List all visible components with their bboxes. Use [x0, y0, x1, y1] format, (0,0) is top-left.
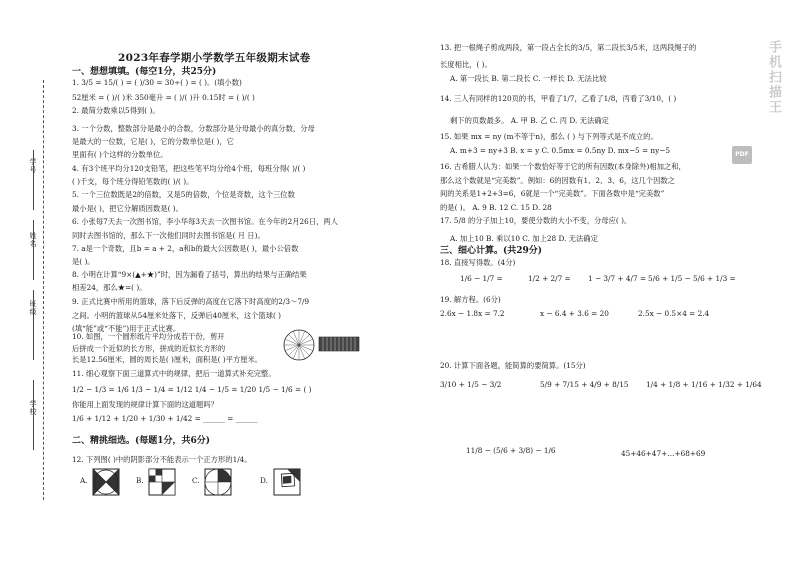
left-question-line: 1/2 − 1/3 = 1/6 1/3 − 1/4 = 1/12 1/4 − 1/5 = 1/20 1/5 − 1/6 = ( )	[72, 385, 312, 394]
binding-label-name: 姓名	[29, 232, 37, 248]
calc-20-item: 5/9 + 7/15 + 4/9 + 8/15	[540, 380, 629, 389]
left-question-line: 是最大的一位数，它是( )，它的分数单位是( )，它	[72, 137, 234, 146]
left-question-line: 长是12.56厘米，圆的周长是( )厘米，面积是( )平方厘米。	[72, 355, 263, 364]
right-question-line: A. m+3 = ny+3 B. x = y C. 0.5mx = 0.5ny D. mx−5 = ny−5	[450, 146, 670, 155]
left-question-line: (填“能”或“不能”)用于正式比赛。	[72, 324, 181, 333]
calc-20-item: 11/8 − (5/6 + 3/8) − 1/6	[466, 446, 556, 455]
right-question-line: 16. 古希腊人认为：如果一个数恰好等于它的所有因数(本身除外)相加之和，	[440, 162, 686, 171]
right-question-line: 那么这个数就是“完美数”。例如：6的因数有1、2、3、6，这几个因数之	[440, 176, 675, 185]
calc-20-item: 1/4 + 1/8 + 1/16 + 1/32 + 1/64	[646, 380, 762, 389]
binding-blank-line	[33, 380, 34, 450]
right-question-line: 17. 5/8 的分子加上10，要使分数的大小不变，分母应( )。	[440, 216, 632, 225]
watermark-text: 手机扫描王	[766, 40, 781, 115]
section-heading-fill: 一、想想填填。(每空1分，共25分)	[72, 67, 217, 77]
calc-18-item: 5/6 + 1/5 − 5/6 + 1/3 =	[648, 274, 736, 283]
question-18-heading: 18. 直接写得数。(4分)	[440, 258, 516, 267]
rectangle-strips-figure	[318, 333, 360, 355]
binding-dashed-line	[43, 80, 44, 500]
left-question-line: 同时去图书馆的，那么下一次他们同时去图书馆是( 月 日)。	[72, 231, 265, 240]
left-question-line: 5. 一个三位数既是2的倍数，又是5的倍数，个位是奇数，这个三位数	[72, 190, 295, 199]
left-question-line: ( )千支，每个班分得铅笔数的( )/( )。	[72, 177, 194, 186]
left-question-line: 后拼成一个近似的长方形，拼成的近似长方形的	[72, 344, 226, 353]
right-question-line: 间的关系是1+2+3=6，6就是一个“完美数”。下面各数中是“完美数”	[440, 189, 665, 198]
left-question-line: 6. 小张每7天去一次图书馆，李小华每3天去一次图书馆。在今年的2月26日，两人	[72, 217, 338, 226]
option-c-label: C.	[192, 476, 200, 485]
section-heading-calc: 三、细心计算。(共29分)	[440, 246, 543, 256]
left-question-line: 4. 有3个班平均分120支铅笔，把这些笔平均分给4个班，每班分得( )/( )	[72, 164, 306, 173]
option-a-label: A.	[80, 476, 88, 485]
option-d-label: D.	[260, 476, 268, 485]
pdf-badge-icon: PDF	[732, 146, 752, 164]
right-question-line: 长度相比，( )。	[440, 60, 492, 69]
left-question-line: 之间。小明的篮球从54厘米处落下，反弹后40厘米，这个篮球( )	[72, 311, 282, 320]
calc-18-item: 1/2 + 2/7 =	[528, 274, 571, 283]
option-c-figure	[204, 468, 232, 496]
right-question-line: 15. 如果 mx = ny (m不等于n)，那么 ( ) 与下列等式是不成立的。	[440, 132, 658, 141]
left-question-line: 最小是( )，把它分解质因数是( )。	[72, 204, 183, 213]
left-question-line: 10. 如图，一个圆形纸片平均分成若干份，剪开	[72, 332, 225, 341]
left-question-line: 是( )。	[72, 257, 95, 266]
calc-19-item: 2.5x − 0.5×4 = 2.4	[638, 309, 710, 318]
question-12-stem: 12. 下列图( )中的阴影部分不能表示一个正方形的1/4。	[72, 455, 252, 464]
left-question-line: 里面有( )个这样的分数单位。	[72, 150, 168, 159]
right-question-line: A. 第一段长 B. 第二段长 C. 一样长 D. 无法比较	[450, 74, 607, 83]
question-19-heading: 19. 解方程。(6分)	[440, 295, 501, 304]
option-a-figure	[92, 468, 120, 496]
binding-label-student-id: 学号	[29, 158, 37, 174]
left-question-line: 你能用上面发现的规律计算下面的这道题吗？	[72, 400, 218, 409]
binding-blank-line	[33, 290, 34, 360]
left-question-line: 2. 最简分数乘以5得到( )。	[72, 106, 160, 115]
binding-blank-line	[33, 150, 34, 210]
right-question-line: 的是( )。 A. 9 B. 12 C. 15 D. 28	[440, 203, 552, 212]
option-b-label: B.	[136, 476, 144, 485]
left-question-line: 11. 细心观察下面三道算式中的规律，把后一道算式补充完整。	[72, 369, 276, 378]
option-b-figure	[148, 468, 176, 496]
scanner-watermark	[758, 40, 788, 160]
left-question-line: 3. 一个分数，整数部分是最小的合数，分数部分是分母最小的真分数，分母	[72, 124, 315, 133]
left-question-line: 7. a是一个奇数，且b = a + 2，a和b的最大公因数是( )，最小公倍数	[72, 244, 299, 253]
left-question-line: 9. 正式比赛中所用的篮球，落下后反弹的高度在它落下时高度的2/3～7/9	[72, 297, 310, 306]
calc-20-item: 3/10 + 1/5 − 3/2	[440, 380, 502, 389]
section-heading-choice: 二、精挑细选。(每题1分，共6分)	[72, 436, 211, 446]
binding-label-class: 班级	[29, 300, 37, 316]
exam-title: 2023年春学期小学数学五年级期末试卷	[118, 52, 311, 64]
right-question-line: 13. 把一根绳子剪成两段，第一段占全长的3/5，第二段长3/5米，这两段绳子的	[440, 43, 697, 52]
option-d-figure	[272, 466, 304, 496]
left-question-line: 1. 3/5 = 15/( ) = ( )/30 = 30÷( ) = ( )。(填小数)	[72, 78, 242, 87]
calc-20-item: 45+46+47+…+68+69	[621, 449, 706, 458]
left-question-line: 1/6 + 1/12 + 1/20 + 1/30 + 1/42 = ______ = ______	[72, 414, 258, 423]
question-20-heading: 20. 计算下面各题，能简算的要简算。(15分)	[440, 361, 586, 370]
calc-19-item: 2.6x − 1.8x = 7.2	[440, 309, 505, 318]
left-question-line: 8. 小明在计算“9×(▲+★)”时，因为漏看了括号，算出的结果与正确结果	[72, 270, 307, 279]
calc-19-item: x − 6.4 + 3.6 = 20	[540, 309, 609, 318]
right-question-line: 14. 三人有同样的120页的书，甲看了1/7，乙看了1/8，丙看了3/10，( )	[440, 94, 677, 103]
right-question-line: A. 加上10 B. 乘以10 C. 加上28 D. 无法确定	[450, 234, 598, 243]
left-question-line: 52厘米 = ( )/( )米 350毫升 = ( )/( )升 0.15时 = ( )/( )	[72, 93, 255, 102]
circle-sectors-figure	[282, 328, 316, 362]
binding-blank-line	[33, 220, 34, 280]
calc-18-item: 1/6 − 1/7 =	[460, 274, 503, 283]
left-question-line: 相差24，那么★=( )。	[72, 283, 147, 292]
binding-label-school: 学校	[29, 400, 37, 416]
calc-18-item: 1 − 3/7 + 4/7 =	[588, 274, 647, 283]
right-question-line: 剩下的页数最多。 A. 甲 B. 乙 C. 丙 D. 无法确定	[450, 116, 609, 125]
